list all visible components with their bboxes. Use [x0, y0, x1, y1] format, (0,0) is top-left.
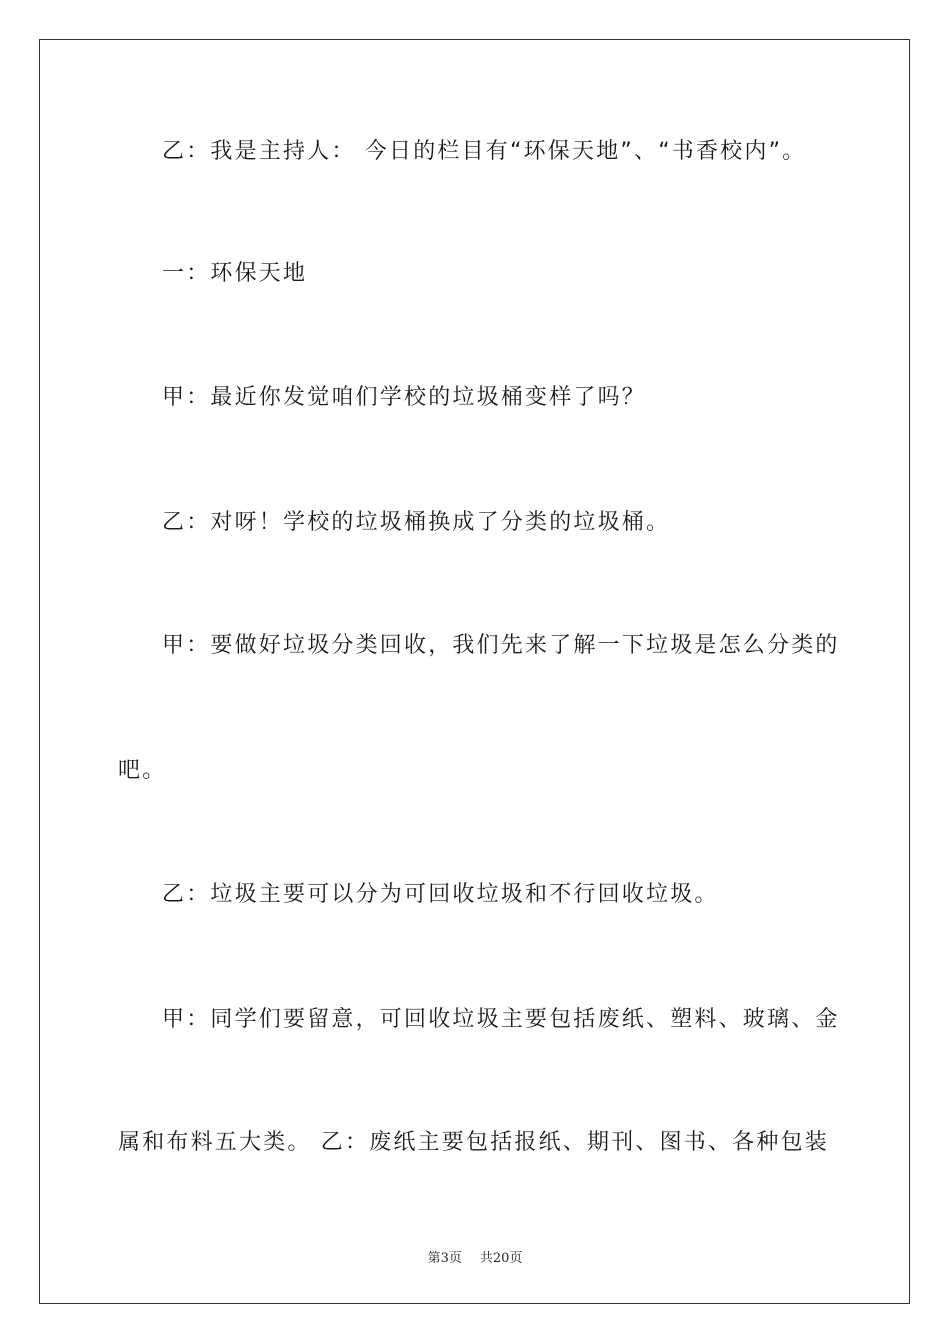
paragraph-line: 甲：最近你发觉咱们学校的垃圾桶变样了吗？ [162, 385, 647, 410]
page-total: 共20页 [479, 1251, 523, 1266]
section-heading: 一：环保天地 [162, 261, 308, 286]
paragraph-line: 属和布料五大类。 乙：废纸主要包括报纸、期刊、图书、各种包装 [118, 1130, 829, 1155]
paragraph-line: 吧。 [118, 758, 167, 783]
paragraph-line: 乙：我是主持人： 今日的栏目有“环保天地”、“书香校内”。 [162, 139, 807, 164]
page-footer [0, 1247, 950, 1266]
paragraph-line: 乙：垃圾主要可以分为可回收垃圾和不行回收垃圾。 [162, 882, 719, 907]
page-border [39, 39, 910, 1304]
paragraph-line: 甲：要做好垃圾分类回收，我们先来了解一下垃圾是怎么分类的 [162, 633, 840, 658]
paragraph-line: 乙：对呀！学校的垃圾桶换成了分类的垃圾桶。 [162, 510, 671, 535]
page-number: 第3页 [427, 1251, 462, 1266]
paragraph-line: 甲：同学们要留意，可回收垃圾主要包括废纸、塑料、玻璃、金 [162, 1007, 840, 1032]
